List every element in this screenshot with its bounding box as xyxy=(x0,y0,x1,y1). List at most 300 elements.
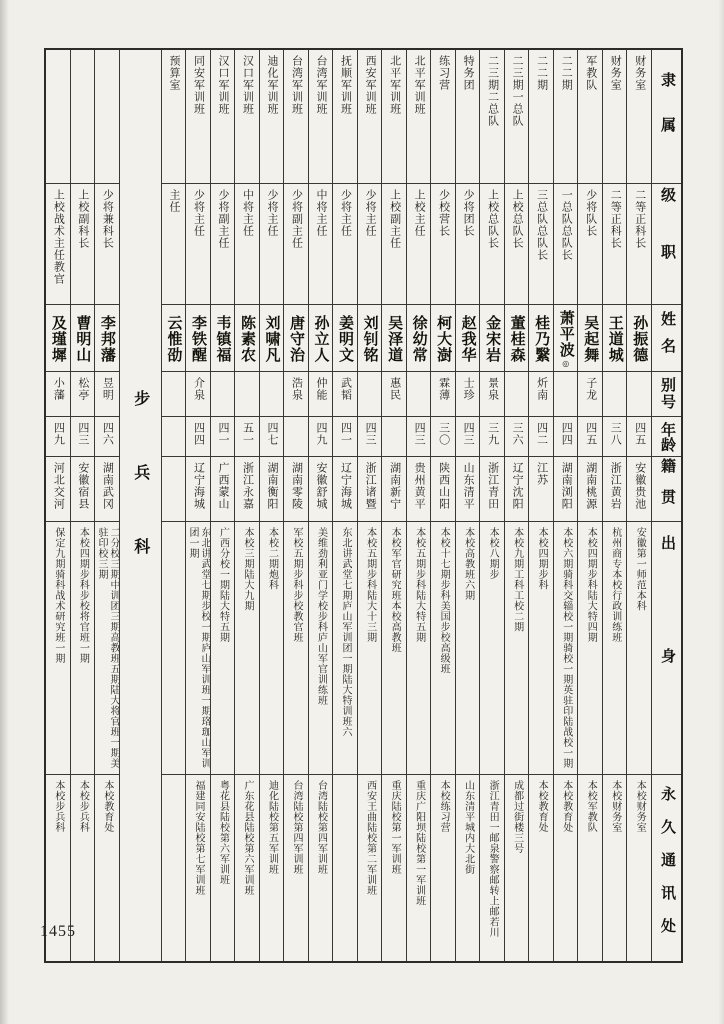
permanent-address-cell xyxy=(284,775,308,961)
alias-cell xyxy=(603,372,627,417)
name-value: 姜明文 xyxy=(337,314,354,363)
affiliation-value: 台湾军训班 xyxy=(315,55,328,115)
name-cell xyxy=(46,305,70,372)
row-header-column xyxy=(651,50,681,961)
permanent-address-value: 福建同安陆校第七军训班 xyxy=(192,780,204,896)
native-place-cell xyxy=(235,457,259,522)
native-place-value: 山东清平 xyxy=(462,462,475,510)
background-value: 本校六期骑科交辎校一期骑校一期英驻印陆战校一期 xyxy=(560,527,572,769)
background-cell xyxy=(309,522,333,775)
infantry-section-band-label: 步兵科 xyxy=(131,390,149,612)
age-value: 四九 xyxy=(315,422,328,446)
alias-value: 惠民 xyxy=(388,377,401,401)
permanent-address-value: 重庆陆校第一军训班 xyxy=(389,780,401,875)
name-value: 曹明山 xyxy=(74,314,91,363)
native-place-value: 辽宁沈阳 xyxy=(511,462,524,510)
affiliation-cell xyxy=(578,50,602,184)
age-value: 四一 xyxy=(339,422,352,446)
person-column xyxy=(210,50,235,961)
native-place-value: 湖南桃源 xyxy=(584,462,597,510)
native-place-cell xyxy=(186,457,210,522)
background-cell xyxy=(71,522,95,775)
person-column xyxy=(626,50,651,961)
rank-value: 一总队总队长 xyxy=(560,189,573,261)
affiliation-value: 抚顺军训班 xyxy=(339,55,352,115)
native-place-value: 江苏 xyxy=(535,462,548,486)
background-cell xyxy=(211,522,235,775)
name-value: 徐幼常 xyxy=(410,314,427,363)
permanent-address-value: 重庆广阳坝陆校第一军训班 xyxy=(413,780,425,906)
person-column xyxy=(70,50,95,961)
affiliation-cell xyxy=(186,50,210,184)
affiliation-value: 西安军训班 xyxy=(364,55,377,115)
permanent-address-value: 本校财务室 xyxy=(609,780,621,833)
background-cell xyxy=(358,522,382,775)
person-column xyxy=(161,50,186,961)
affiliation-value: 练习营 xyxy=(437,55,450,91)
age-value: 四二 xyxy=(535,422,548,446)
permanent-address-value: 本校财务室 xyxy=(634,780,646,833)
infantry-section-band-cell xyxy=(131,50,149,961)
age-value: 三六 xyxy=(511,422,524,446)
affiliation-cell xyxy=(260,50,284,184)
rank-value: 少将队长 xyxy=(584,189,597,237)
alias-cell xyxy=(529,372,553,417)
alias-value: 昱明 xyxy=(101,377,114,401)
permanent-address-cell xyxy=(529,775,553,961)
name-value: 萧平波 xyxy=(557,310,574,358)
age-cell xyxy=(603,417,627,457)
header-native-place-label: 籍贯 xyxy=(659,458,675,520)
rank-cell xyxy=(480,184,504,305)
name-cell xyxy=(382,305,406,372)
affiliation-value: 汉口军训班 xyxy=(241,55,254,115)
permanent-address-cell xyxy=(358,775,382,961)
person-column xyxy=(94,50,119,961)
rank-cell xyxy=(627,184,651,305)
age-cell xyxy=(162,417,186,457)
affiliation-value: 二二期 xyxy=(560,55,573,91)
age-cell xyxy=(554,417,578,457)
rank-value: 少校营长 xyxy=(437,189,450,237)
age-value: 四三 xyxy=(413,422,426,446)
name-cell xyxy=(309,305,333,372)
background-cell xyxy=(431,522,455,775)
person-column xyxy=(381,50,406,961)
rank-cell xyxy=(211,184,235,305)
age-value: 四九 xyxy=(52,422,65,446)
affiliation-value: 迪化军训班 xyxy=(266,55,278,115)
rank-value: 中将主任 xyxy=(315,189,328,237)
name-cell xyxy=(358,305,382,372)
alias-cell xyxy=(554,372,578,417)
permanent-address-value: 粤花县陆校第六军训班 xyxy=(217,780,229,885)
permanent-address-cell xyxy=(162,775,186,961)
name-cell xyxy=(578,305,602,372)
native-place-cell xyxy=(603,457,627,522)
permanent-address-value: 广东花县陆校第六军训班 xyxy=(241,780,253,896)
age-value: 四七 xyxy=(266,422,278,446)
rank-value: 主任 xyxy=(167,189,180,213)
native-place-cell xyxy=(162,457,186,522)
native-place-cell xyxy=(578,457,602,522)
rank-cell xyxy=(529,184,553,305)
header-native-place xyxy=(652,457,681,522)
background-value: 本校五期步科陆大特五期 xyxy=(413,527,425,643)
name-value: 陈素农 xyxy=(238,314,255,363)
rank-value: 中将主任 xyxy=(241,189,254,237)
name-cell xyxy=(407,305,431,372)
background-value: 杭州商专本校行政训练班 xyxy=(609,527,621,643)
person-column xyxy=(406,50,431,961)
permanent-address-cell xyxy=(480,775,504,961)
permanent-address-value: 本校教育处 xyxy=(560,780,572,833)
age-cell xyxy=(480,417,504,457)
background-cell xyxy=(162,522,186,775)
age-cell xyxy=(505,417,529,457)
rank-value: 二等正科长 xyxy=(633,189,646,249)
rank-value: 少将兼科长 xyxy=(101,189,114,249)
permanent-address-value: 山东清平城内大北街 xyxy=(462,780,474,875)
background-cell xyxy=(284,522,308,775)
header-alias-label: 别号 xyxy=(659,377,675,411)
permanent-address-cell xyxy=(333,775,357,961)
person-column xyxy=(553,50,578,961)
rank-value: 上校副科长 xyxy=(76,189,89,249)
person-column xyxy=(308,50,333,961)
person-column xyxy=(283,50,308,961)
person-column xyxy=(234,50,259,961)
permanent-address-cell xyxy=(309,775,333,961)
background-cell xyxy=(456,522,480,775)
alias-value: 仲能 xyxy=(315,377,328,401)
native-place-value: 浙江青田 xyxy=(486,462,499,510)
affiliation-cell xyxy=(382,50,406,184)
background-value: 本校八期步 xyxy=(487,527,499,580)
background-cell xyxy=(578,522,602,775)
age-cell xyxy=(284,417,308,457)
age-value: 四四 xyxy=(560,422,573,446)
background-value: 本校十七期步科美国步校高级班 xyxy=(438,527,450,674)
native-place-cell xyxy=(554,457,578,522)
affiliation-cell xyxy=(162,50,186,184)
rank-cell xyxy=(186,184,210,305)
alias-cell xyxy=(456,372,480,417)
name-cell xyxy=(211,305,235,372)
background-value: 本校四期步科 xyxy=(536,527,548,590)
age-value: 三九 xyxy=(486,422,499,446)
age-value: 四三 xyxy=(462,422,475,446)
rank-value: 二等正科长 xyxy=(609,189,622,249)
header-permanent-address xyxy=(652,775,681,961)
affiliation-value: 二三期二总队 xyxy=(486,55,499,127)
rank-cell xyxy=(95,184,119,305)
alias-cell xyxy=(284,372,308,417)
native-place-cell xyxy=(480,457,504,522)
native-place-cell xyxy=(211,457,235,522)
age-value: 四一 xyxy=(216,422,229,446)
rank-value: 上校主任 xyxy=(413,189,426,237)
alias-value: 景泉 xyxy=(486,377,499,401)
rank-cell xyxy=(358,184,382,305)
person-column xyxy=(332,50,357,961)
affiliation-value: 财务室 xyxy=(633,55,646,91)
age-cell xyxy=(529,417,553,457)
age-value: 四三 xyxy=(76,422,89,446)
person-column xyxy=(528,50,553,961)
background-cell xyxy=(235,522,259,775)
affiliation-cell xyxy=(480,50,504,184)
native-place-value: 浙江永嘉 xyxy=(241,462,254,510)
rank-value: 上校副主任 xyxy=(388,189,401,249)
rank-cell xyxy=(578,184,602,305)
rank-cell xyxy=(71,184,95,305)
background-cell xyxy=(480,522,504,775)
affiliation-value: 北平军训班 xyxy=(413,55,426,115)
age-cell xyxy=(627,417,651,457)
native-place-value: 安徽贵池 xyxy=(633,462,646,510)
rank-value: 少将副主任 xyxy=(216,189,229,249)
native-place-cell xyxy=(358,457,382,522)
native-place-cell xyxy=(431,457,455,522)
affiliation-cell xyxy=(211,50,235,184)
page-number: 1455 xyxy=(40,923,76,940)
name-cell xyxy=(260,305,284,372)
alias-cell xyxy=(186,372,210,417)
alias-cell xyxy=(71,372,95,417)
background-value: 本校五期步科陆大十三期 xyxy=(364,527,376,643)
alias-cell xyxy=(95,372,119,417)
header-rank xyxy=(652,184,681,305)
name-value: 及瑾墀 xyxy=(49,314,66,363)
native-place-value: 安徽舒城 xyxy=(315,462,328,510)
affiliation-value: 财务室 xyxy=(609,55,622,91)
permanent-address-cell xyxy=(627,775,651,961)
background-cell xyxy=(186,522,210,775)
permanent-address-value: 本校步兵科 xyxy=(52,780,64,833)
background-cell xyxy=(627,522,651,775)
native-place-cell xyxy=(260,457,284,522)
native-place-value: 广西蒙山 xyxy=(216,462,229,510)
rank-cell xyxy=(333,184,357,305)
permanent-address-value: 浙江青田一邮泉警察邮转上邮若川 xyxy=(487,780,499,938)
name-value: 孙立人 xyxy=(312,314,329,363)
name-cell xyxy=(505,305,529,372)
affiliation-cell xyxy=(431,50,455,184)
alias-cell xyxy=(627,372,651,417)
native-place-value: 河北交河 xyxy=(52,462,65,510)
affiliation-cell xyxy=(309,50,333,184)
name-value: 吴起舞 xyxy=(582,314,599,363)
native-place-value: 浙江黄岩 xyxy=(609,462,622,510)
affiliation-value: 同安军训班 xyxy=(192,55,205,115)
name-value: 唐守治 xyxy=(288,314,305,363)
background-value: 本校军官研究班本校高教班 xyxy=(389,527,401,653)
name-cell xyxy=(162,305,186,372)
header-age-label: 年龄 xyxy=(659,421,675,452)
rank-value: 上校战术主任教官 xyxy=(52,189,65,285)
native-place-value: 辽宁海城 xyxy=(339,462,352,510)
name-value: 桂乃繄 xyxy=(533,314,550,363)
rank-cell xyxy=(382,184,406,305)
rank-cell xyxy=(284,184,308,305)
personnel-table xyxy=(44,48,683,963)
background-value: 本校四期步科陆大特四期 xyxy=(585,527,597,643)
name-cell xyxy=(284,305,308,372)
background-value: 二分校三期中训团三期高教班五期陆大将官班一期美驻印校三期 xyxy=(95,527,119,769)
background-cell xyxy=(505,522,529,775)
age-cell xyxy=(95,417,119,457)
permanent-address-value: 成都过街楼三号 xyxy=(511,780,523,854)
header-background xyxy=(652,522,681,775)
infantry-section-band-column xyxy=(119,50,161,961)
permanent-address-cell xyxy=(505,775,529,961)
person-column xyxy=(455,50,480,961)
age-value: 五一 xyxy=(241,422,254,446)
header-permanent-address-label: 永久通讯处 xyxy=(659,785,675,951)
header-alias xyxy=(652,372,681,417)
background-cell xyxy=(554,522,578,775)
age-value: 三八 xyxy=(609,422,622,446)
alias-cell xyxy=(46,372,70,417)
name-value: 云惟劭 xyxy=(165,314,182,363)
alias-value: 炘南 xyxy=(535,377,548,401)
name-value: 王道城 xyxy=(606,314,623,363)
native-place-cell xyxy=(309,457,333,522)
alias-cell xyxy=(578,372,602,417)
header-affiliation-label: 隶属 xyxy=(659,71,675,162)
native-place-cell xyxy=(71,457,95,522)
person-column xyxy=(259,50,284,961)
rank-cell xyxy=(554,184,578,305)
rank-value: 少将副主任 xyxy=(290,189,303,249)
affiliation-cell xyxy=(333,50,357,184)
person-column xyxy=(479,50,504,961)
permanent-address-value: 台湾陆校第四军训班 xyxy=(315,780,327,875)
alias-cell xyxy=(407,372,431,417)
permanent-address-cell xyxy=(554,775,578,961)
permanent-address-cell xyxy=(407,775,431,961)
header-name-label: 姓名 xyxy=(659,311,675,365)
header-name xyxy=(652,305,681,372)
permanent-address-cell xyxy=(260,775,284,961)
name-value: 赵我华 xyxy=(459,314,476,363)
header-age xyxy=(652,417,681,457)
age-value: 四四 xyxy=(192,422,205,446)
permanent-address-value: 本校教育处 xyxy=(101,780,113,833)
rank-value: 少将团长 xyxy=(462,189,475,237)
permanent-address-value: 本校军教队 xyxy=(585,780,597,833)
alias-cell xyxy=(235,372,259,417)
alias-cell xyxy=(505,372,529,417)
affiliation-cell xyxy=(603,50,627,184)
affiliation-value: 军教队 xyxy=(584,55,597,91)
person-column xyxy=(602,50,627,961)
name-value: 柯大澍 xyxy=(435,314,452,363)
age-cell xyxy=(333,417,357,457)
age-cell xyxy=(46,417,70,457)
affiliation-value: 预算室 xyxy=(167,55,180,91)
native-place-value: 贵州黄平 xyxy=(413,462,426,510)
age-cell xyxy=(186,417,210,457)
name-cell xyxy=(603,305,627,372)
age-cell xyxy=(309,417,333,457)
age-cell xyxy=(456,417,480,457)
native-place-value: 湖南零陵 xyxy=(290,462,303,510)
name-value: 李邦藩 xyxy=(98,314,115,363)
native-place-value: 湖南武冈 xyxy=(101,462,114,510)
permanent-address-cell xyxy=(186,775,210,961)
name-cell xyxy=(431,305,455,372)
name-cell xyxy=(235,305,259,372)
permanent-address-cell xyxy=(235,775,259,961)
rank-cell xyxy=(46,184,70,305)
name-value: 吴泽道 xyxy=(386,314,403,363)
affiliation-value: 北平军训班 xyxy=(388,55,401,115)
affiliation-cell xyxy=(627,50,651,184)
age-cell xyxy=(71,417,95,457)
alias-cell xyxy=(431,372,455,417)
background-value: 广西分校一期陆大特五期 xyxy=(217,527,229,643)
native-place-cell xyxy=(382,457,406,522)
alias-cell xyxy=(358,372,382,417)
alias-value: 小藩 xyxy=(52,377,65,401)
native-place-value: 湖南新宁 xyxy=(388,462,401,510)
native-place-value: 辽宁海城 xyxy=(192,462,205,510)
alias-cell xyxy=(309,372,333,417)
name-cell xyxy=(186,305,210,372)
permanent-address-cell xyxy=(95,775,119,961)
background-value: 东北讲武堂七期庐山军训团一期陆大特训班六 xyxy=(340,527,352,737)
affiliation-cell xyxy=(46,50,70,184)
age-cell xyxy=(431,417,455,457)
rank-cell xyxy=(309,184,333,305)
permanent-address-cell xyxy=(456,775,480,961)
rank-cell xyxy=(431,184,455,305)
permanent-address-cell xyxy=(431,775,455,961)
background-cell xyxy=(95,522,119,775)
affiliation-value: 台湾军训班 xyxy=(290,55,303,115)
age-cell xyxy=(407,417,431,457)
rank-value: 少将主任 xyxy=(339,189,352,237)
background-value: 军校五期步科步校教官班 xyxy=(291,527,303,643)
rank-cell xyxy=(162,184,186,305)
affiliation-cell xyxy=(505,50,529,184)
alias-cell xyxy=(333,372,357,417)
header-rank-label: 级职 xyxy=(659,187,675,301)
alias-cell xyxy=(260,372,284,417)
rank-value: 少将主任 xyxy=(192,189,205,237)
name-cell xyxy=(456,305,480,372)
name-cell xyxy=(333,305,357,372)
alias-cell xyxy=(480,372,504,417)
affiliation-cell xyxy=(358,50,382,184)
age-value: 四五 xyxy=(584,422,597,446)
permanent-address-value: 本校教育处 xyxy=(536,780,548,833)
native-place-cell xyxy=(284,457,308,522)
native-place-cell xyxy=(407,457,431,522)
native-place-cell xyxy=(95,457,119,522)
background-cell xyxy=(603,522,627,775)
affiliation-cell xyxy=(71,50,95,184)
background-value: 本校三期陆大九期 xyxy=(241,527,253,611)
affiliation-value: 二二期 xyxy=(535,55,548,91)
alias-value: 霖薄 xyxy=(437,377,450,401)
native-place-cell xyxy=(46,457,70,522)
alias-value: 子龙 xyxy=(584,377,597,401)
age-cell xyxy=(211,417,235,457)
name-value: 李铁醒 xyxy=(189,314,206,363)
